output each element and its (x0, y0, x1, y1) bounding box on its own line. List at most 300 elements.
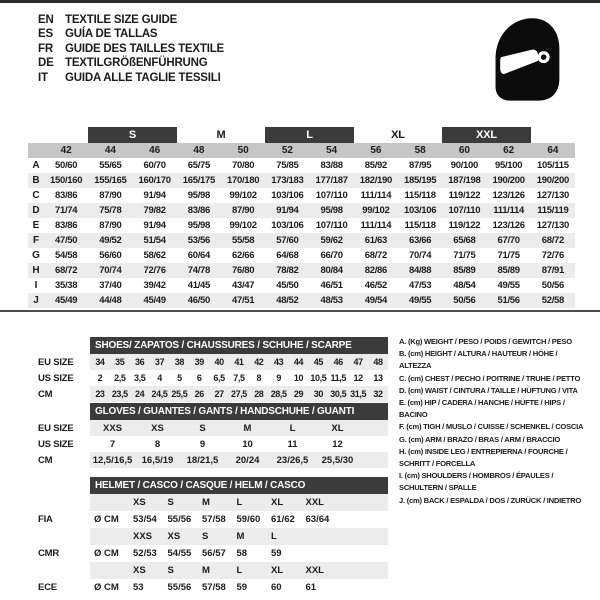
table-cell: 45 (313, 357, 323, 367)
table-cell: 57/60 (276, 235, 299, 246)
table-cell: L (236, 497, 243, 508)
table-cell: 50/56 (453, 295, 476, 306)
table-cell: 23 (95, 389, 105, 399)
table-row (38, 370, 388, 386)
table-cell: 95/98 (187, 190, 211, 201)
row-label: US SIZE (38, 372, 74, 384)
table-cell: 59/60 (236, 514, 261, 525)
table-cell: 30 (313, 389, 323, 399)
table-cell: 2,5 (114, 373, 126, 383)
table-cell: 56/60 (99, 250, 122, 261)
size-group-xl: XL (391, 129, 405, 141)
row-label: EU SIZE (38, 422, 74, 434)
table-cell: 127/130 (536, 220, 569, 231)
table-cell: 103/106 (404, 205, 437, 216)
table-cell: 23/26,5 (276, 454, 309, 466)
table-cell: 61/63 (364, 235, 388, 246)
table-cell: 103/106 (271, 220, 304, 231)
row-label: H (32, 265, 40, 276)
table-cell: 36 (135, 357, 145, 367)
table-cell: 45/50 (276, 280, 299, 291)
row-label: US SIZE (38, 438, 74, 450)
table-cell: 80/84 (320, 265, 343, 276)
table-row (28, 203, 575, 218)
table-row (28, 263, 575, 278)
size-group-m: M (216, 129, 226, 141)
legend-item: J. (cm) BACK / ESPALDA / DOS / ZURÜCK / INDIETRO (399, 495, 582, 505)
table-cell: 9 (276, 373, 281, 383)
table-cell: 58 (236, 548, 248, 559)
table-cell: 99/102 (229, 190, 257, 201)
row-label: J (33, 295, 39, 306)
table-row (38, 528, 388, 545)
table-cell: 90/100 (450, 160, 478, 171)
helmet-table-title: HELMET / CASCO / CASQUE / HELM / CASCO (90, 477, 388, 494)
main-table-body (28, 158, 575, 308)
language-code: DE (38, 57, 54, 70)
table-cell: 68/72 (54, 265, 78, 276)
table-cell: 39 (194, 357, 204, 367)
table-cell: 52/58 (541, 295, 565, 306)
table-cell: S (199, 422, 206, 434)
table-cell: 48/54 (453, 280, 476, 291)
table-cell: 62 (503, 145, 515, 156)
table-cell: 85/92 (364, 160, 388, 171)
table-cell: 63/64 (305, 514, 330, 525)
table-cell: 54/58 (54, 250, 78, 261)
table-row (28, 173, 575, 188)
table-cell: 39/42 (143, 280, 166, 291)
table-cell: 60 (458, 145, 470, 156)
table-cell: 20/24 (235, 454, 260, 466)
table-cell: 95/98 (187, 220, 211, 231)
table-cell: 177/187 (315, 175, 348, 186)
table-cell: 54 (326, 145, 338, 156)
table-cell: 57/58 (202, 514, 226, 525)
table-cell: 85/89 (453, 265, 476, 276)
table-row (28, 293, 575, 308)
table-cell: 87/95 (408, 160, 432, 171)
table-cell: 66/70 (320, 250, 343, 261)
language-list (38, 13, 224, 85)
table-cell: 111/114 (360, 220, 392, 231)
table-cell: 52 (281, 145, 293, 156)
size-number-header-row (28, 143, 575, 158)
table-cell: 18/21,5 (186, 454, 219, 466)
table-cell: 71/75 (453, 250, 476, 261)
legend (399, 336, 591, 507)
table-cell: 55/56 (167, 582, 192, 593)
table-cell: 44 (293, 357, 304, 367)
table-cell: 12 (332, 438, 343, 450)
guide-title: TEXTILGRÖßENFÜHRUNG (65, 57, 208, 70)
table-cell: 173/183 (271, 175, 304, 186)
table-cell: 75/85 (276, 160, 299, 171)
table-cell: 56 (370, 145, 382, 156)
table-cell: XL (331, 422, 344, 434)
table-cell: 71/75 (497, 250, 520, 261)
table-cell: S (167, 565, 174, 576)
table-cell: 72/76 (541, 250, 565, 261)
table-cell: XXS (133, 531, 153, 542)
table-cell: 103/106 (271, 190, 304, 201)
table-cell: 60 (271, 582, 282, 593)
table-cell: XS (133, 565, 146, 576)
table-cell: 45/49 (143, 295, 166, 306)
table-cell: 68/72 (541, 235, 565, 246)
table-cell: 190/200 (492, 175, 525, 186)
table-cell: 155/165 (94, 175, 127, 186)
table-cell: 190/200 (536, 175, 569, 186)
table-cell: 50/60 (54, 160, 78, 171)
size-group-row (28, 127, 575, 143)
table-cell: 87/91 (541, 265, 565, 276)
table-cell: 49/55 (408, 295, 432, 306)
table-cell: 95/100 (494, 160, 523, 171)
table-cell: XS (151, 422, 164, 434)
table-cell: 111/114 (360, 190, 392, 201)
table-cell: 83/86 (54, 190, 78, 201)
section-divider (0, 310, 600, 312)
table-cell: 65/68 (453, 235, 476, 246)
table-cell: 23,5 (111, 389, 128, 399)
table-row (38, 386, 388, 402)
legend-item: E. (cm) HIP / CADERA / HANCHE / HÜFTE / HIPS / BACINO (399, 398, 565, 420)
table-cell: 10 (242, 438, 253, 450)
gloves-table-title: GLOVES / GUANTES / GANTS / HANDSCHUHE / GUANTI (90, 403, 388, 420)
table-cell: 91/94 (143, 190, 166, 201)
table-row (38, 579, 388, 596)
row-label: CM (38, 388, 53, 400)
table-cell: 9 (199, 438, 206, 450)
table-cell: 37/40 (99, 280, 122, 291)
language-row (38, 27, 224, 41)
table-cell: 107/110 (315, 220, 348, 231)
table-row (28, 278, 575, 293)
table-cell: 61 (305, 582, 317, 593)
table-cell: 6 (196, 373, 202, 383)
row-label: FIA (38, 514, 53, 525)
table-cell: 6,5 (213, 373, 225, 383)
table-cell: 119/122 (448, 220, 481, 231)
table-cell: 127/130 (536, 190, 569, 201)
table-cell: 49/52 (99, 235, 122, 246)
table-cell: 74/78 (187, 265, 211, 276)
table-cell: XS (133, 497, 146, 508)
table-cell: M (202, 565, 210, 576)
table-cell: 12,5/16,5 (92, 454, 133, 466)
table-row (38, 511, 388, 528)
table-cell: 10 (293, 373, 304, 383)
table-cell: 115/118 (404, 190, 436, 201)
table-row (38, 562, 388, 579)
table-cell: 53 (133, 582, 144, 593)
table-cell: 44 (104, 145, 116, 156)
table-cell: 72/76 (143, 265, 166, 276)
table-cell: 25,5 (171, 389, 188, 399)
table-cell: 64/68 (276, 250, 299, 261)
legend-item: D. (cm) WAIST / CINTURA / TAILLE / HÜFTUNG / VITA (399, 385, 578, 395)
table-cell: 70/74 (408, 250, 432, 261)
diameter-unit-label: Ø CM (94, 548, 119, 559)
table-row (38, 452, 388, 468)
table-cell: 59 (236, 582, 248, 593)
table-cell: 63/66 (408, 235, 432, 246)
table-cell: 115/119 (537, 205, 569, 216)
table-cell: 8 (154, 438, 161, 450)
table-cell: XL (271, 565, 284, 576)
table-row (28, 188, 575, 203)
table-cell: 48 (193, 145, 205, 156)
table-cell: 70/74 (99, 265, 122, 276)
table-cell: 4 (157, 373, 162, 383)
table-cell: 65/75 (187, 160, 211, 171)
shoes-table (38, 337, 388, 402)
table-cell: 56/57 (202, 548, 226, 559)
table-cell: XXL (305, 497, 324, 508)
row-label: ECE (38, 582, 57, 593)
table-cell: L (236, 565, 243, 576)
table-cell: 123/126 (492, 190, 525, 201)
table-cell: 70/80 (231, 160, 255, 171)
table-cell: 83/86 (54, 220, 78, 231)
table-cell: 91/94 (276, 205, 299, 216)
table-cell: 12 (353, 373, 363, 383)
table-cell: 51/54 (143, 235, 166, 246)
table-cell: 49/54 (364, 295, 388, 306)
table-cell: 32 (373, 389, 383, 399)
table-cell: 123/126 (492, 220, 525, 231)
table-cell: 24,5 (151, 389, 168, 399)
table-cell: 46 (149, 145, 161, 156)
table-cell: 71/74 (54, 205, 78, 216)
table-cell: 60/70 (143, 160, 166, 171)
table-cell: 25,5/30 (321, 454, 354, 466)
table-cell: XXS (102, 422, 122, 434)
table-cell: 107/110 (448, 205, 481, 216)
table-cell: 16,5/19 (141, 454, 174, 466)
language-row (38, 42, 224, 56)
table-cell: 48/53 (320, 295, 343, 306)
table-cell: 8 (256, 373, 262, 383)
table-cell: 61/62 (271, 514, 295, 525)
language-row (38, 71, 224, 85)
table-cell: 49/55 (497, 280, 520, 291)
legend-item: H. (cm) INSIDE LEG / ENTREPIERNA / FOURCHE / SCHRITT / FORCELLA (399, 446, 568, 469)
table-cell: 85/89 (497, 265, 520, 276)
table-cell: 99/102 (362, 205, 390, 216)
table-cell: 35 (115, 357, 125, 367)
diameter-unit-label: Ø CM (94, 514, 119, 525)
table-cell: 52/53 (133, 548, 157, 559)
table-row (38, 494, 388, 511)
table-cell: 10,5 (310, 373, 327, 383)
table-cell: 7 (109, 438, 116, 450)
table-row (38, 545, 388, 562)
table-cell: 84/88 (408, 265, 432, 276)
table-cell: 27,5 (230, 389, 247, 399)
legend-item: F. (cm) TIGH / MUSLO / CUISSE / SCHENKEL / COSCIA (399, 422, 584, 432)
table-cell: 46 (333, 357, 343, 367)
table-cell: 3,5 (133, 373, 146, 383)
legend-item: B. (cm) HEIGHT / ALTURA / HAUTEUR / HÖHE / ALTEZZA (399, 349, 558, 371)
table-cell: 29 (293, 389, 304, 399)
size-group-xxl: XXL (442, 127, 531, 143)
table-cell: 67/70 (497, 235, 520, 246)
table-cell: 38 (174, 357, 184, 367)
table-cell: M (243, 422, 252, 434)
table-cell: 150/160 (50, 175, 83, 186)
table-cell: 28,5 (270, 389, 287, 399)
table-cell: 46/51 (320, 280, 343, 291)
table-row (38, 420, 388, 436)
table-cell: 11,5 (330, 373, 346, 383)
table-cell: 62/66 (231, 250, 255, 261)
table-cell: 47/53 (408, 280, 432, 291)
size-group-l: L (265, 127, 354, 143)
table-cell: 28 (254, 389, 264, 399)
table-cell: 55/65 (99, 160, 122, 171)
legend-item: G. (cm) ARM / BRAZO / BRAS / ARM / BRACCIO (399, 434, 561, 444)
table-cell: 50/56 (541, 280, 565, 291)
table-cell: 48 (373, 357, 383, 367)
table-cell: 47/51 (231, 295, 255, 306)
table-cell: XS (167, 531, 181, 542)
table-cell: 64 (547, 145, 559, 156)
table-cell: 42 (60, 145, 72, 156)
row-label: E (32, 220, 40, 231)
table-cell: 13 (373, 373, 383, 383)
table-cell: 59 (271, 548, 282, 559)
table-cell: 48/52 (276, 295, 299, 306)
table-cell: 76/80 (231, 265, 255, 276)
table-cell: XL (271, 497, 284, 508)
table-cell: 47/50 (54, 235, 78, 246)
table-cell: 55/56 (167, 514, 192, 525)
table-row (28, 218, 575, 233)
guide-title: GUÍA DE TALLAS (65, 28, 158, 41)
table-cell: 43/47 (231, 280, 255, 291)
table-cell: 95/98 (320, 205, 343, 216)
table-cell: 24 (135, 389, 145, 399)
table-cell: 58/62 (143, 250, 166, 261)
language-code: IT (38, 71, 48, 84)
table-row (38, 354, 388, 370)
table-cell: 51/56 (497, 295, 520, 306)
table-cell: S (202, 531, 209, 542)
table-cell: 41/45 (187, 280, 211, 291)
legend-item: C. (cm) CHEST / PECHO / POITRINE / TRUHE / PETTO (399, 373, 581, 383)
row-label: I (34, 280, 38, 291)
table-cell: 57/58 (202, 582, 226, 593)
table-cell: 119/122 (448, 190, 481, 201)
table-cell: 54/55 (167, 548, 192, 559)
table-cell: 34 (95, 357, 105, 367)
row-label: CM (38, 454, 53, 466)
table-cell: 75/78 (99, 205, 122, 216)
row-label: EU SIZE (38, 356, 74, 368)
table-cell: 40 (214, 357, 224, 367)
row-label: D (32, 205, 40, 216)
table-cell: 160/170 (138, 175, 171, 186)
table-cell: 82/86 (364, 265, 388, 276)
table-cell: L (289, 422, 296, 434)
row-label: C (32, 190, 40, 201)
table-cell: M (236, 531, 245, 542)
table-cell: 115/118 (404, 220, 436, 231)
table-cell: 170/180 (227, 175, 260, 186)
table-cell: 187/198 (448, 175, 481, 186)
size-group-s: S (88, 127, 177, 143)
table-cell: 78/82 (276, 265, 299, 276)
table-cell: 35/38 (54, 280, 78, 291)
table-row (28, 233, 575, 248)
table-cell: 83/86 (187, 205, 211, 216)
language-code: EN (38, 14, 54, 26)
table-cell: 27 (214, 389, 224, 399)
table-cell: S (167, 497, 174, 508)
row-label: F (32, 235, 40, 246)
table-cell: 31,5 (350, 389, 367, 399)
table-cell: 87/90 (231, 205, 255, 216)
table-cell: 58 (414, 145, 426, 156)
table-cell: 7,5 (233, 373, 245, 383)
table-cell: 2 (97, 373, 103, 383)
table-row (38, 436, 388, 452)
table-cell: 55/58 (231, 235, 255, 246)
table-cell: 50 (237, 145, 249, 156)
table-cell: 43 (274, 357, 284, 367)
guide-title: TEXTILE SIZE GUIDE (65, 14, 178, 26)
table-cell: 60/64 (187, 250, 211, 261)
table-cell: 45/49 (54, 295, 78, 306)
table-cell: 68/72 (364, 250, 388, 261)
gloves-table (38, 403, 388, 468)
table-cell: 79/82 (143, 205, 166, 216)
table-cell: XXL (305, 565, 324, 576)
top-border-line (0, 0, 600, 3)
legend-item: A. (Kg) WEIGHT / PESO / POIDS / GEWITCH / PESO (399, 337, 572, 346)
language-code: FR (38, 42, 53, 55)
table-cell: 91/94 (143, 220, 166, 231)
table-cell: 41 (234, 357, 244, 367)
textile-size-table (28, 127, 575, 308)
table-cell: 11 (287, 438, 298, 450)
table-cell: 99/102 (229, 220, 257, 231)
table-cell: 5 (177, 373, 182, 383)
table-cell: L (271, 531, 277, 542)
guide-title: GUIDA ALLE TAGLIE TESSILI (65, 71, 221, 84)
table-cell: 83/88 (320, 160, 343, 171)
table-cell: 46/50 (187, 295, 211, 306)
table-cell: 165/175 (182, 175, 215, 186)
table-row (28, 158, 575, 173)
row-label: CMR (38, 548, 60, 559)
racing-helmet-icon (490, 14, 564, 104)
row-label: G (32, 250, 40, 261)
table-cell: 53/56 (187, 235, 211, 246)
language-code: ES (38, 28, 53, 41)
table-cell: 105/115 (537, 160, 569, 171)
table-cell: 53/54 (133, 514, 157, 525)
diameter-unit-label: Ø CM (94, 582, 119, 593)
table-cell: M (202, 497, 210, 508)
table-cell: 59/62 (320, 235, 343, 246)
table-cell: 87/90 (99, 220, 122, 231)
table-cell: 46/52 (364, 280, 388, 291)
row-label: B (32, 175, 40, 186)
table-cell: 182/190 (359, 175, 392, 186)
